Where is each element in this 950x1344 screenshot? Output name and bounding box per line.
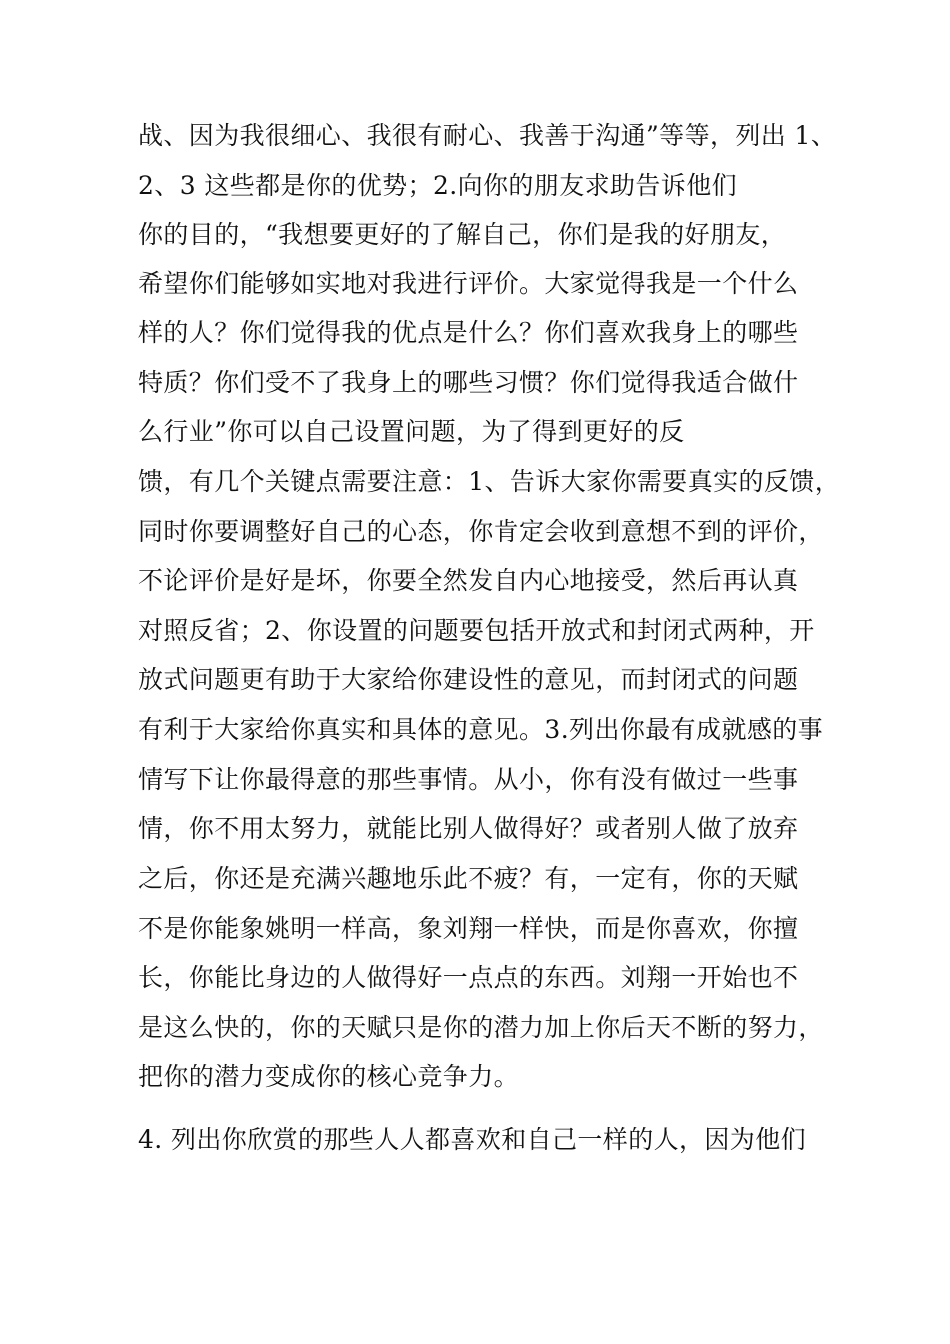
text-line: 情，你不用太努力，就能比别人做得好？或者别人做了放弃 [138,814,799,843]
text-line: 长，你能比身边的人做得好一点点的东西。刘翔一开始也不 [138,963,799,992]
text-line: 么行业”你可以自己设置问题，为了得到更好的反 [138,417,685,446]
text-line: 2、3 这些都是你的优势；2.向你的朋友求助告诉他们 [138,171,738,200]
text-line: 希望你们能够如实地对我进行评价。大家觉得我是一个什么 [138,269,799,298]
text-line: 战、因为我很细心、我很有耐心、我善于沟通”等等，列出 1、 [138,121,837,150]
text-line: 情写下让你最得意的那些事情。从小，你有没有做过一些事 [138,765,799,794]
text-line: 你的目的，“我想要更好的了解自己，你们是我的好朋友， [138,220,787,249]
text-line: 对照反省；2、你设置的问题要包括开放式和封闭式两种，开 [138,616,815,645]
text-line: 不论评价是好是坏，你要全然发自内心地接受，然后再认真 [138,566,799,595]
text-line: 是这么快的，你的天赋只是你的潜力加上你后天不断的努力， [138,1013,824,1042]
text-line: 把你的潜力变成你的核心竞争力。 [138,1062,520,1091]
text-line: 不是你能象姚明一样高，象刘翔一样快，而是你喜欢，你擅 [138,914,799,943]
text-line: 4. 列出你欣赏的那些人人都喜欢和自己一样的人，因为他们 [138,1125,807,1154]
text-line: 有利于大家给你真实和具体的意见。3.列出你最有成就感的事 [138,715,824,744]
text-line: 同时你要调整好自己的心态，你肯定会收到意想不到的评价， [138,517,824,546]
text-line: 样的人？你们觉得我的优点是什么？你们喜欢我身上的哪些 [138,318,799,347]
text-line: 特质？你们受不了我身上的哪些习惯？你们觉得我适合做什 [138,368,799,397]
text-line: 馈，有几个关键点需要注意：1、告诉大家你需要真实的反馈， [138,467,841,496]
text-line: 之后，你还是充满兴趣地乐此不疲？有，一定有，你的天赋 [138,864,799,893]
text-line: 放式问题更有助于大家给你建设性的意见，而封闭式的问题 [138,665,799,694]
